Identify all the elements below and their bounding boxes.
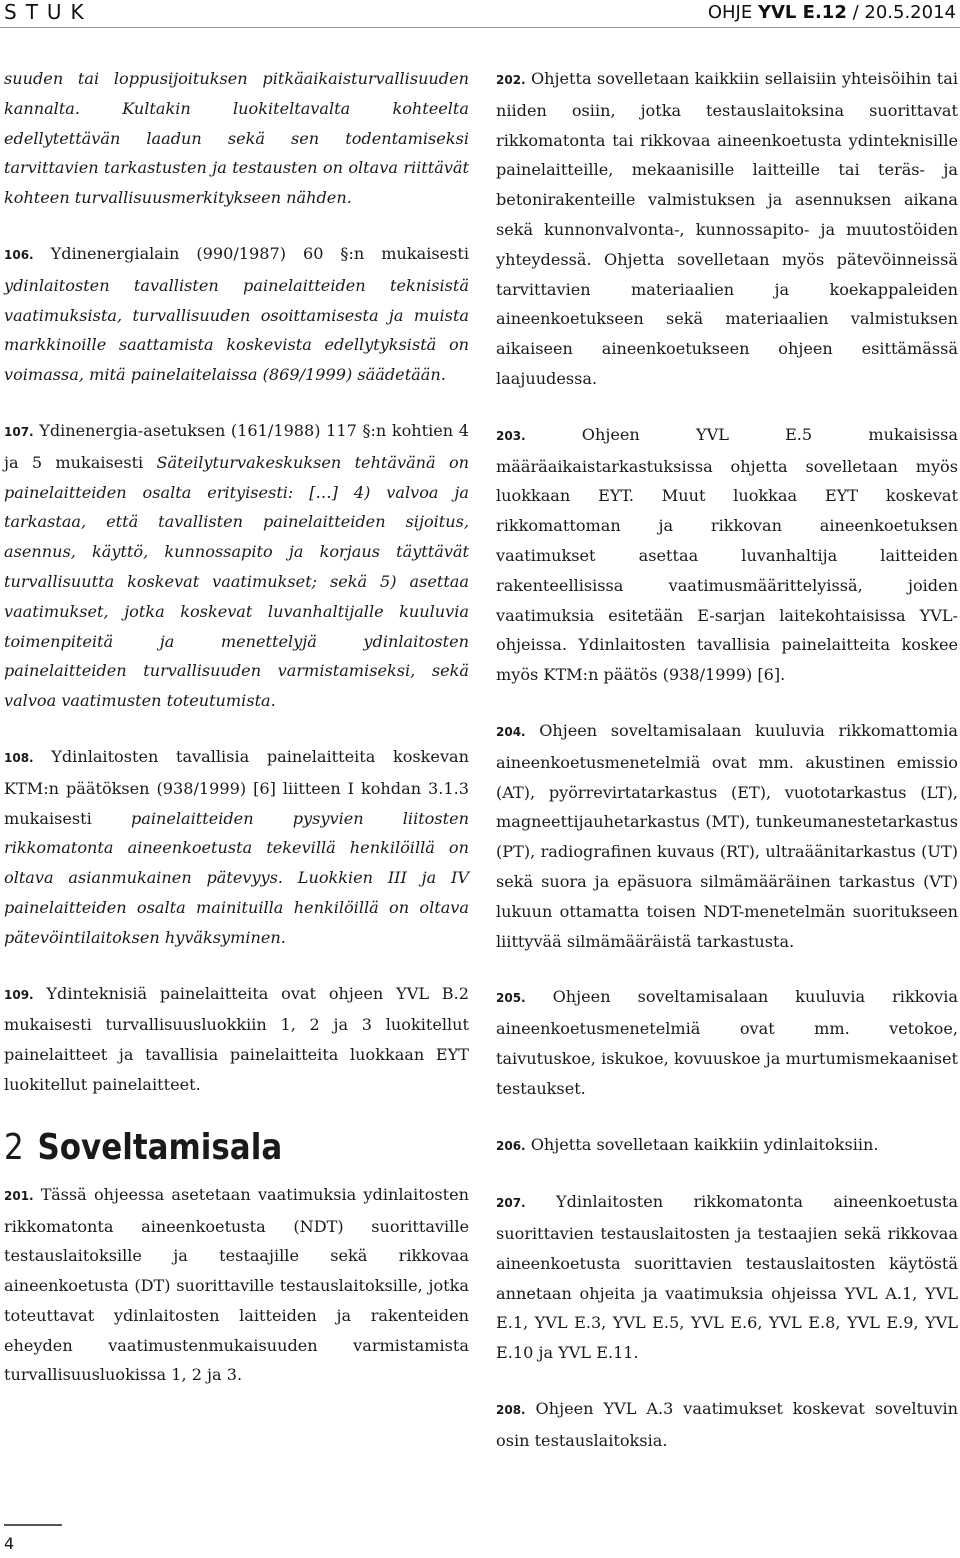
paragraph-106: 106. Ydinenergialain (990/1987) 60 §:n mukaisesti ydinlaitosten tavallisten painelaitteiden teknisistä vaatimuksista, turvallisuuden osoittamisesta ja muista markkinoille saattamista koskevista edellytyksistä on voimassa, mitä painelaitelaissa (869/1999) säädetään. (4, 243, 469, 385)
doc-prefix: OHJE (707, 2, 753, 23)
paragraph-number: 201. (4, 1188, 34, 1203)
header-divider (0, 27, 960, 28)
paragraph-107: 107. Ydinenergia-asetuksen (161/1988) 117 §:n kohtien 4 ja 5 mukaisesti Säteilyturvakeskuksen tehtävänä on painelaitteiden osalta erityisesti: […] 4) valvoa ja tarkastaa, että tavallisten painelaitteiden sijoitus, asennus, käyttö, kunnossapito ja korjaus täyttävät turvallisuutta koskevat vaatimukset; sekä 5) asettaa vaatimukset, jotka koskevat luvanhaltijalle kuuluvia toimenpiteitä ja menettelyjä ydinlaitosten painelaitteiden turvallisuuden varmistamiseksi, sekä valvoa vaatimusten toteutumista. (4, 420, 469, 711)
paragraph-204: 204. Ohjeen soveltamisalaan kuuluvia rikkomattomia aineenkoetusmenetelmiä ovat mm. akustinen emissio (AT), pyörrevirtatarkastus (ET), vuototarkastus (LT), magneettijauhetarkastus (MT), tunkeumanestetarkastus (PT), radiografinen kuvaus (RT), ultraäänitarkastus (UT) sekä suora ja epäsuora silmämääräinen tarkastus (VT) lukuun ottamatta toisen NDT-menetelmän suoritukseen liittyvää silmämääräistä tarkastusta. (496, 720, 958, 951)
left-column (4, 64, 469, 1416)
paragraph-205: 205. Ohjeen soveltamisalaan kuuluvia rikkovia aineenkoetusmenetelmiä ovat mm. vetokoe, taivutuskoe, iskukoe, kovuuskoe ja murtumismekaaniset testaukset. (496, 987, 958, 1098)
paragraph-number: 202. (496, 73, 526, 87)
paragraph-number: 109. (4, 987, 34, 1002)
paragraph-108: 108. Ydinlaitosten tavallisia painelaitteita koskevan KTM:n päätöksen (938/1999) [6] liitteen I kohdan 3.1.3 mukaisesti painelaitteiden pysyvien liitosten rikkomatonta aineenkoetusta tekevillä henkilöillä on oltava asianmukainen pätevyys. Luokkien III ja IV painelaitteiden osalta mainituilla henkilöillä on oltava pätevöintilaitoksen hyväksyminen. (4, 746, 469, 947)
paragraph-number: 107. (4, 424, 34, 439)
section-number: 2 (4, 1126, 24, 1168)
doc-date: / 20.5.2014 (852, 2, 956, 23)
paragraph-109: 109. Ydinteknisiä painelaitteita ovat ohjeen YVL B.2 mukaisesti turvallisuusluokkiin 1, 2 ja 3 luokitellut painelaitteet ja tavallisia painelaitteita luokkaan EYT luokitellut painelaitteet. (4, 983, 469, 1094)
paragraph-201: 201. Tässä ohjeessa asetetaan vaatimuksia ydinlaitosten rikkomatonta aineenkoetusta (NDT) suorittaville testauslaitoksille ja testaajille sekä rikkovaa aineenkoetusta (DT) suorittaville testauslaitoksille, jotka toteuttavat ydinlaitosten laitteiden ja rakenteiden eheyden vaatimustenmukaisuuden varmistamista turvallisuusluokissa 1, 2 ja 3. (4, 1184, 469, 1385)
paragraph-number: 204. (496, 724, 526, 739)
paragraph-number: 207. (496, 1196, 526, 1211)
page-number: 4 (4, 1534, 15, 1553)
section-title: Soveltamisala (37, 1126, 283, 1168)
right-column (496, 64, 958, 1482)
paragraph-number: 208. (496, 1403, 526, 1418)
paragraph-number: 106. (4, 247, 34, 262)
paragraph-number: 205. (496, 991, 526, 1006)
paragraph-number: 203. (496, 428, 526, 443)
intro-paragraph: suuden tai loppusijoituksen pitkäaikaisturvallisuuden kannalta. Kultakin luokiteltavalta kohteelta edellytettävän laadun sekä sen todentamiseksi tarvittavien tarkastusten ja testausten on oltava riittävät kohteen turvallisuusmerkitykseen nähden. (4, 69, 469, 208)
page-number-rule (4, 1524, 62, 1526)
paragraph-number: 108. (4, 750, 34, 765)
doc-code: YVL E.12 (757, 2, 847, 23)
paragraph-203: 203. Ohjeen YVL E.5 mukaisissa määräaikaistarkastuksissa ohjetta sovelletaan myös luokkaan EYT. Muut luokkaa EYT koskevat rikkomattoman ja rikkovan aineenkoetuksen vaatimukset asettaa luvanhaltija laitteiden rakenteellisissa vaatimusmäärittelyissä, joiden vaatimuksia esitetään E-sarjan laitekohtaisissa YVL-ohjeissa. Ydinlaitosten tavallisia painelaitteita koskee myös KTM:n päätös (938/1999) [6]. (496, 424, 958, 685)
paragraph-206: 206. Ohjetta sovelletaan kaikkiin ydinlaitoksiin. (496, 1134, 879, 1154)
paragraph-208: 208. Ohjeen YVL A.3 vaatimukset koskevat soveltuvin osin testauslaitoksia. (496, 1399, 958, 1450)
org-name: STUK (4, 0, 93, 24)
paragraph-207: 207. Ydinlaitosten rikkomatonta aineenkoetusta suorittavien testauslaitosten ja testaajien sekä rikkovaa aineenkoetusta suorittavien testauslaitosten käytöstä annetaan ohjeita ja vaatimuksia ohjeissa YVL A.1, YVL E.1, YVL E.3, YVL E.5, YVL E.6, YVL E.8, YVL E.9, YVL E.10 ja YVL E.11. (496, 1192, 958, 1363)
section-heading (4, 1126, 404, 1170)
paragraph-202: 202. Ohjetta sovelletaan kaikkiin sellaisiin yhteisöihin tai niiden osiin, jotka testauslaitoksina suorittavat rikkomatonta tai rikkovaa aineenkoetusta ydinteknisille painelaitteille, mekaanisille laitteille tai teräs- ja betonirakenteille valmistuksen ja asennuksen aikana sekä kunnonvalvonta-, kunnossapito- ja muutostöiden yhteydessä. Ohjetta sovelletaan myös pätevöinneissä tarvittavien materiaalien ja koekappaleiden aineenkoetukseen sekä materiaalien valmistuksen aikaiseen aineenkoetukseen ohjeen esittämässä laajuudessa. (496, 69, 958, 388)
page-header (0, 0, 960, 28)
paragraph-number: 206. (496, 1138, 526, 1153)
doc-reference (708, 2, 956, 23)
